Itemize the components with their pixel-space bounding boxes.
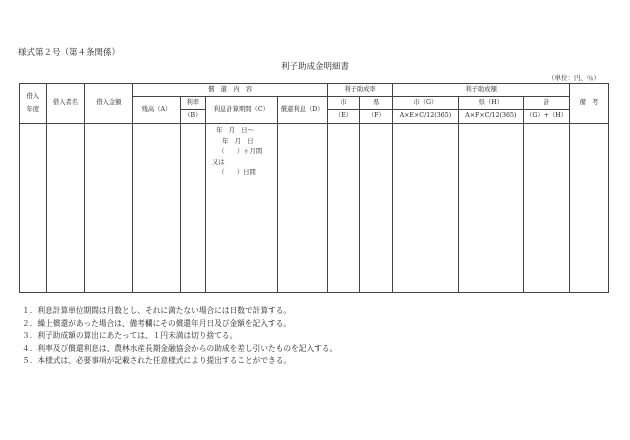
cell-borrow-year[interactable] [20,124,47,293]
note-item: ２．繰上償還があった場合は、備考欄にその償還年月日及び金額を記入する。 [22,318,291,328]
period-line-days: （ ）日間 [218,169,256,176]
table-row [20,124,609,293]
header-interest: 償還利息（D） [277,97,327,124]
cell-period[interactable] [206,124,278,293]
header-subsidy-amount: 利子助成額 [393,84,570,97]
cell-city-amount[interactable] [393,124,458,293]
header-pref-amount: 県（H） [458,97,523,110]
period-line-or: 又は [212,158,225,166]
header-borrow-amount: 借入金額 [85,84,133,124]
header-city-rate-e: （E） [327,110,360,124]
cell-balance[interactable] [133,124,180,293]
header-remarks: 備 考 [570,84,609,124]
note-item: ５．本様式は、必要事項が記載された任意様式により提出することができる。 [22,356,292,365]
cell-rate[interactable] [180,124,206,293]
header-city-amount: 市（G） [393,97,458,110]
cell-city-rate[interactable] [327,124,360,293]
note-item: １．利息計算単位期間は月数とし、それに満たない場合には日数で計算する。 [22,306,292,315]
detail-table [19,83,609,293]
header-pref-rate-f: （F） [360,110,393,124]
document-title: 利子助成金明細書 [280,62,349,72]
header-total-formula: （G）+（H） [524,110,570,124]
header-subsidy-rate: 利子助成率 [327,84,392,97]
cell-borrow-amount[interactable] [85,124,133,293]
unit-label: （単位：円、％） [548,74,600,82]
header-city-rate: 市 [327,97,360,110]
form-number: 様式第２号（第４条関係） [18,48,121,58]
cell-interest[interactable] [277,124,327,293]
note-item: ３．利子助成額の算出にあたっては、１円未満は切り捨てる。 [22,331,238,340]
note-item: ４．利率及び償還利息は、農林水産長期金融協会からの助成を差し引いたものを記入する。 [22,343,338,353]
cell-borrower-name[interactable] [46,124,85,293]
header-balance: 残高（A） [133,97,180,124]
header-pref-amount-formula: A×F×C/12(365) [458,110,523,124]
header-period: 利息計算期間（C） [206,97,278,124]
header-total: 計 [524,97,570,110]
header-borrow-year: 借入 年度 [20,84,47,124]
notes [22,305,337,368]
cell-remarks[interactable] [570,124,609,293]
period-line-end: 年 月 日 [222,137,254,145]
header-repayment-content: 償 還 内 容 [133,84,327,97]
period-line-start: 年 月 日～ [216,127,254,134]
cell-pref-amount[interactable] [458,124,523,293]
period-line-months: （ ）ヶ月間 [218,148,263,155]
header-pref-rate: 県 [360,97,393,110]
header-borrower-name: 借入者名 [46,84,85,124]
cell-total[interactable] [524,124,570,293]
header-city-amount-formula: A×E×C/12(365) [393,110,458,124]
header-rate-b: （B） [180,110,206,124]
header-rate: 利率 [180,97,206,110]
cell-pref-rate[interactable] [360,124,393,293]
